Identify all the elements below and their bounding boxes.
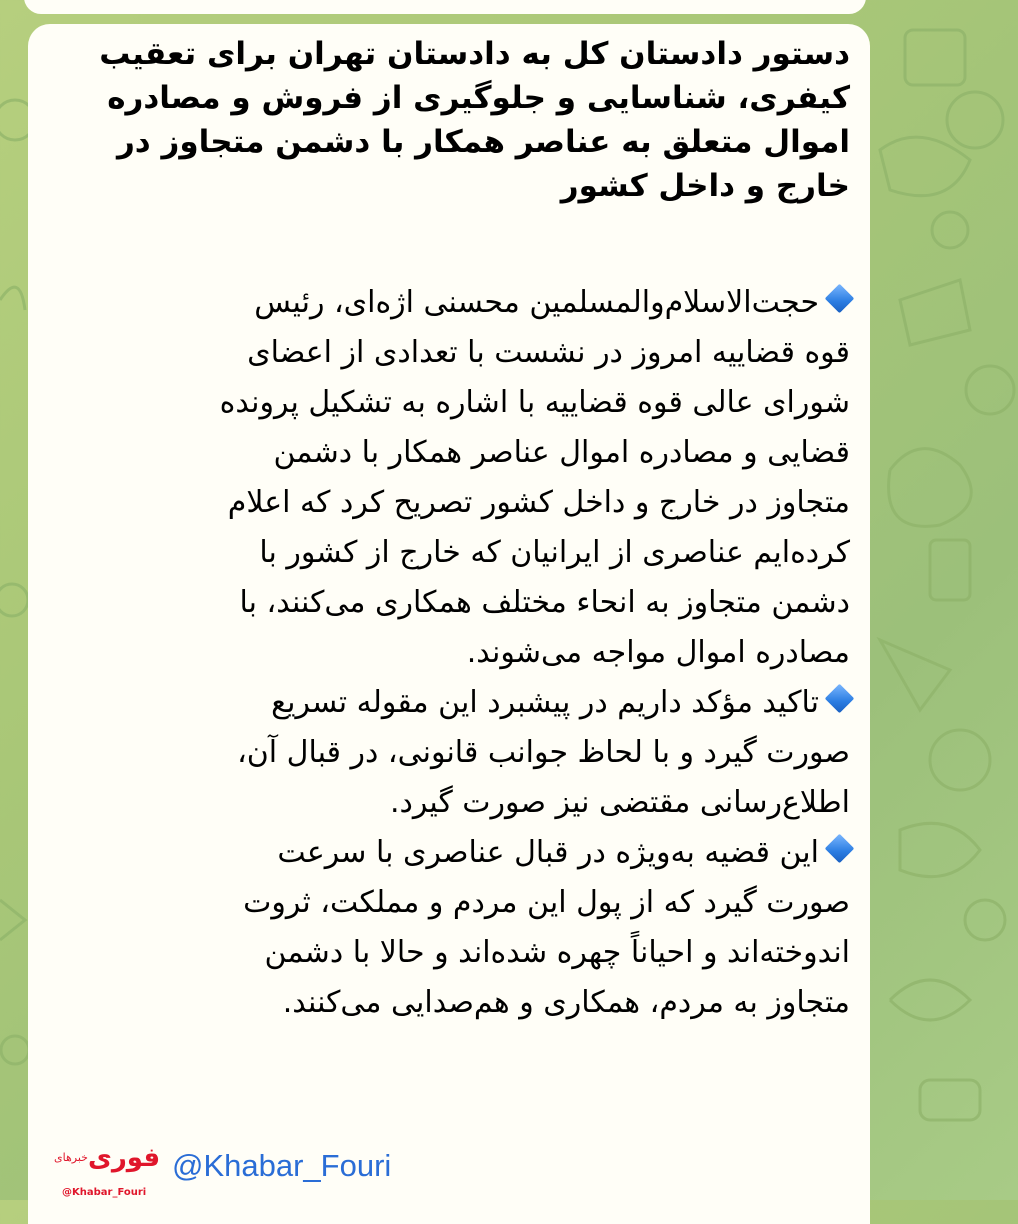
logo-main-text: فوری xyxy=(88,1143,161,1173)
logo-small-text: خبرهای xyxy=(54,1151,88,1164)
previous-message-bubble xyxy=(24,0,866,14)
blue-diamond-bullet-icon xyxy=(825,284,855,314)
khabar-fouri-logo xyxy=(54,1143,161,1199)
paragraph-text: تاکید مؤکد داریم در پیشبرد این مقوله تسریع صورت گیرد و با لحاظ جوانب قانونی، در قبال آن، اطلاع‌رسانی مقتضی نیز صورت گیرد. xyxy=(237,685,850,820)
message-paragraph-2 xyxy=(60,678,850,828)
blue-diamond-bullet-icon xyxy=(825,834,855,864)
message-paragraph-1 xyxy=(60,278,850,678)
message-content xyxy=(60,32,850,1028)
blue-diamond-bullet-icon xyxy=(825,684,855,714)
message-body xyxy=(60,278,850,1028)
message-headline: دستور دادستان کل به دادستان تهران برای تعقیب کیفری، شناسایی و جلوگیری از فروش و مصادره اموال متعلق به عناصر همکار با دشمن متجاوز در خارج و داخل کشور xyxy=(99,36,850,204)
message-footer xyxy=(54,1140,474,1200)
logo-handle-text: @Khabar_Fouri xyxy=(62,1187,147,1198)
paragraph-text: حجت‌الاسلام‌والمسلمین محسنی اژه‌ای، رئیس قوه قضاییه امروز در نشست با تعدادی از اعضای شورای عالی قوه قضاییه با اشاره به تشکیل پرونده قضایی و مصادره اموال عناصر همکار با دشمن متجاوز در خارج و داخل کشور تصریح کرد که اعلام کرده‌ایم عناصری از ایرانیان که خارج از کشور با دشمن متجاوز به انحاء مختلف همکاری می‌کنند، با مصادره اموال مواجه می‌شوند. xyxy=(219,285,850,670)
message-paragraph-3 xyxy=(60,828,850,1028)
paragraph-text: این قضیه به‌ویژه در قبال عناصری با سرعت صورت گیرد که از پول این مردم و مملکت، ثروت اندوخته‌اند و احیاناً چهره شده‌اند و حالا با دشمن متجاوز به مردم، همکاری و هم‌صدایی می‌کنند. xyxy=(243,835,850,1020)
channel-handle-link[interactable]: @Khabar_Fouri xyxy=(172,1148,392,1183)
